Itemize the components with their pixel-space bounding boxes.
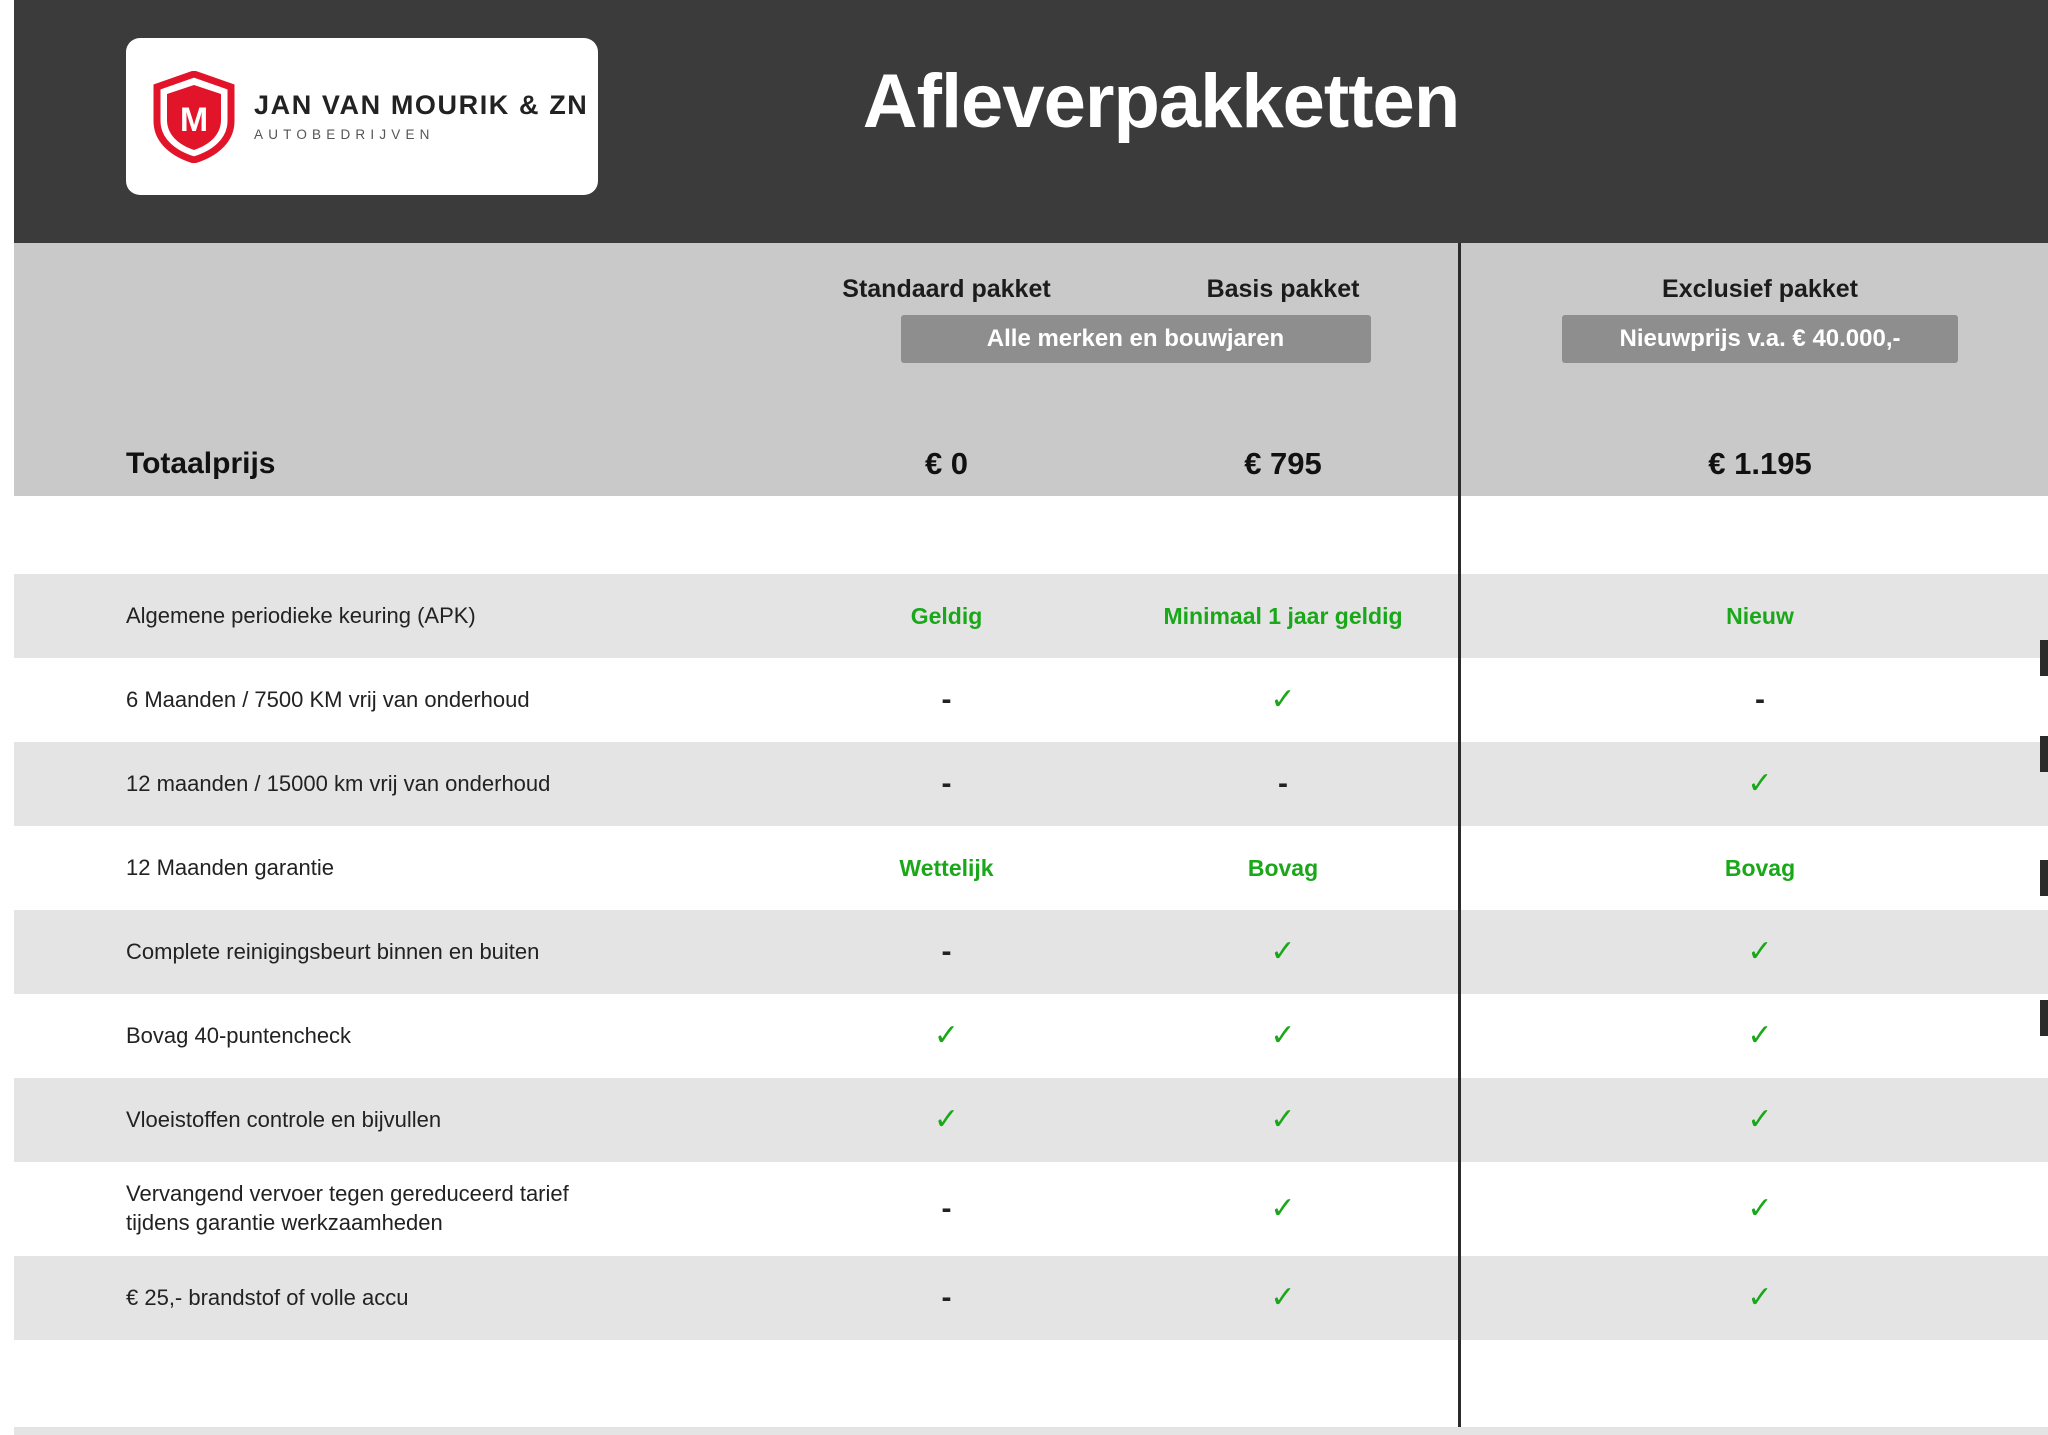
check-icon: ✓ — [1747, 1192, 1773, 1225]
row-value-standaard — [799, 1078, 1094, 1162]
table-row — [14, 994, 2048, 1078]
column-divider — [1458, 243, 1461, 1435]
row-value-basis — [1094, 994, 1472, 1078]
bottom-strip — [14, 1427, 2048, 1435]
logo-company-subtitle: AUTOBEDRIJVEN — [254, 126, 435, 142]
row-label-cell — [14, 994, 799, 1078]
dash-icon: - — [941, 1192, 952, 1225]
row-label-cell — [14, 658, 799, 742]
row-value-text: Nieuw — [1726, 602, 1794, 629]
row-value-standaard — [799, 574, 1094, 658]
total-price-standaard: € 0 — [924, 446, 969, 481]
column-badge-row — [14, 315, 2048, 363]
column-header-basis: Basis pakket — [1206, 275, 1360, 303]
dash-icon: - — [941, 683, 952, 716]
row-value-exclusief — [1472, 1078, 2048, 1162]
edge-tick — [2040, 860, 2048, 896]
dash-icon: - — [1755, 683, 1765, 716]
logo-company-name: JAN VAN MOURIK & ZN — [254, 90, 589, 121]
check-icon: ✓ — [1270, 683, 1296, 716]
badge-left-wrap — [14, 315, 1472, 363]
page-header — [14, 0, 2048, 243]
check-icon: ✓ — [1270, 1103, 1296, 1136]
badge-alle-merken: Alle merken en bouwjaren — [901, 315, 1371, 363]
table-row — [14, 826, 2048, 910]
edge-tick — [2040, 736, 2048, 772]
row-value-exclusief — [1472, 1162, 2048, 1256]
row-label: € 25,- brandstof of volle accu — [126, 1284, 409, 1310]
row-value-basis — [1094, 658, 1472, 742]
dash-icon: - — [1278, 767, 1288, 800]
badge-nieuwprijs: Nieuwprijs v.a. € 40.000,- — [1562, 315, 1958, 363]
row-value-standaard — [799, 826, 1094, 910]
svg-text:M: M — [179, 100, 209, 139]
table-row — [14, 742, 2048, 826]
row-label: Algemene periodieke keuring (APK) — [126, 602, 476, 628]
row-label: 6 Maanden / 7500 KM vrij van onderhoud — [126, 686, 530, 712]
packages-table — [14, 243, 2048, 1432]
table-row — [14, 574, 2048, 658]
total-price-exclusief-cell — [1472, 446, 2048, 482]
row-value-basis — [1094, 1256, 1472, 1340]
check-icon: ✓ — [933, 1103, 960, 1136]
row-value-standaard — [799, 742, 1094, 826]
check-icon: ✓ — [1747, 1103, 1773, 1136]
row-label-cell — [14, 742, 799, 826]
row-label: Bovag 40-puntencheck — [126, 1022, 352, 1048]
row-value-standaard — [799, 994, 1094, 1078]
row-value-basis — [1094, 826, 1472, 910]
row-value-basis — [1094, 910, 1472, 994]
row-label-cell — [14, 1162, 799, 1256]
table-bottom-spacer — [14, 1340, 2048, 1432]
total-price-label: Totaalprijs — [126, 447, 276, 480]
row-value-standaard — [799, 658, 1094, 742]
row-value-basis — [1094, 1162, 1472, 1256]
total-price-label-cell — [14, 447, 799, 481]
total-price-row — [14, 446, 2048, 482]
check-icon: ✓ — [1747, 935, 1773, 968]
column-header-standaard: Standaard pakket — [842, 275, 1051, 303]
dash-icon: - — [941, 1281, 952, 1314]
row-value-text: Bovag — [1247, 854, 1319, 881]
row-value-basis — [1094, 1078, 1472, 1162]
row-value-exclusief — [1472, 910, 2048, 994]
row-value-standaard — [799, 910, 1094, 994]
row-value-standaard — [799, 1256, 1094, 1340]
row-value-exclusief — [1472, 1256, 2048, 1340]
column-header-label-cell — [14, 275, 799, 304]
column-header-row — [14, 275, 2048, 304]
row-label: Vloeistoffen controle en bijvullen — [126, 1106, 442, 1132]
badge-right-wrap — [1472, 315, 2048, 363]
row-label: 12 maanden / 15000 km vrij van onderhoud — [126, 770, 551, 796]
row-value-text: Minimaal 1 jaar geldig — [1163, 602, 1403, 629]
table-row — [14, 1078, 2048, 1162]
total-price-standaard-cell — [799, 446, 1094, 482]
check-icon: ✓ — [1270, 1281, 1296, 1314]
row-value-exclusief — [1472, 826, 2048, 910]
row-value-exclusief — [1472, 658, 2048, 742]
row-value-text: Wettelijk — [899, 854, 994, 881]
row-label-cell — [14, 1078, 799, 1162]
row-label-cell — [14, 910, 799, 994]
table-row — [14, 1256, 2048, 1340]
row-value-exclusief — [1472, 742, 2048, 826]
row-value-exclusief — [1472, 574, 2048, 658]
table-spacer — [14, 496, 2048, 574]
table-row — [14, 910, 2048, 994]
check-icon: ✓ — [1270, 1019, 1296, 1052]
row-label: 12 Maanden garantie — [126, 854, 334, 880]
dash-icon: - — [941, 935, 952, 968]
row-value-basis — [1094, 742, 1472, 826]
check-icon: ✓ — [1747, 1019, 1773, 1052]
row-label: Complete reinigingsbeurt binnen en buiten — [126, 938, 540, 964]
total-price-basis-cell — [1094, 446, 1472, 482]
row-label-cell — [14, 574, 799, 658]
row-value-standaard — [799, 1162, 1094, 1256]
row-value-text: Geldig — [910, 602, 983, 629]
page-title: Afleverpakketten — [862, 59, 1460, 144]
check-icon: ✓ — [1747, 1281, 1773, 1314]
row-value-text: Bovag — [1724, 854, 1796, 881]
table-header-band — [14, 243, 2048, 496]
check-icon: ✓ — [933, 1019, 960, 1052]
check-icon: ✓ — [1747, 767, 1773, 800]
edge-tick — [2040, 640, 2048, 676]
dash-icon: - — [941, 767, 952, 800]
check-icon: ✓ — [1270, 935, 1296, 968]
row-value-exclusief — [1472, 994, 2048, 1078]
table-row — [14, 658, 2048, 742]
row-label: Vervangend vervoer tegen gereduceerd tarief tijdens garantie werkzaamheden — [126, 1181, 569, 1235]
row-value-basis — [1094, 574, 1472, 658]
check-icon: ✓ — [1270, 1192, 1296, 1225]
total-price-exclusief: € 1.195 — [1708, 446, 1812, 481]
row-label-cell — [14, 1256, 799, 1340]
column-header-exclusief: Exclusief pakket — [1662, 275, 1858, 303]
edge-tick — [2040, 1000, 2048, 1036]
table-row — [14, 1162, 2048, 1256]
total-price-basis: € 795 — [1244, 446, 1322, 481]
row-label-cell — [14, 826, 799, 910]
